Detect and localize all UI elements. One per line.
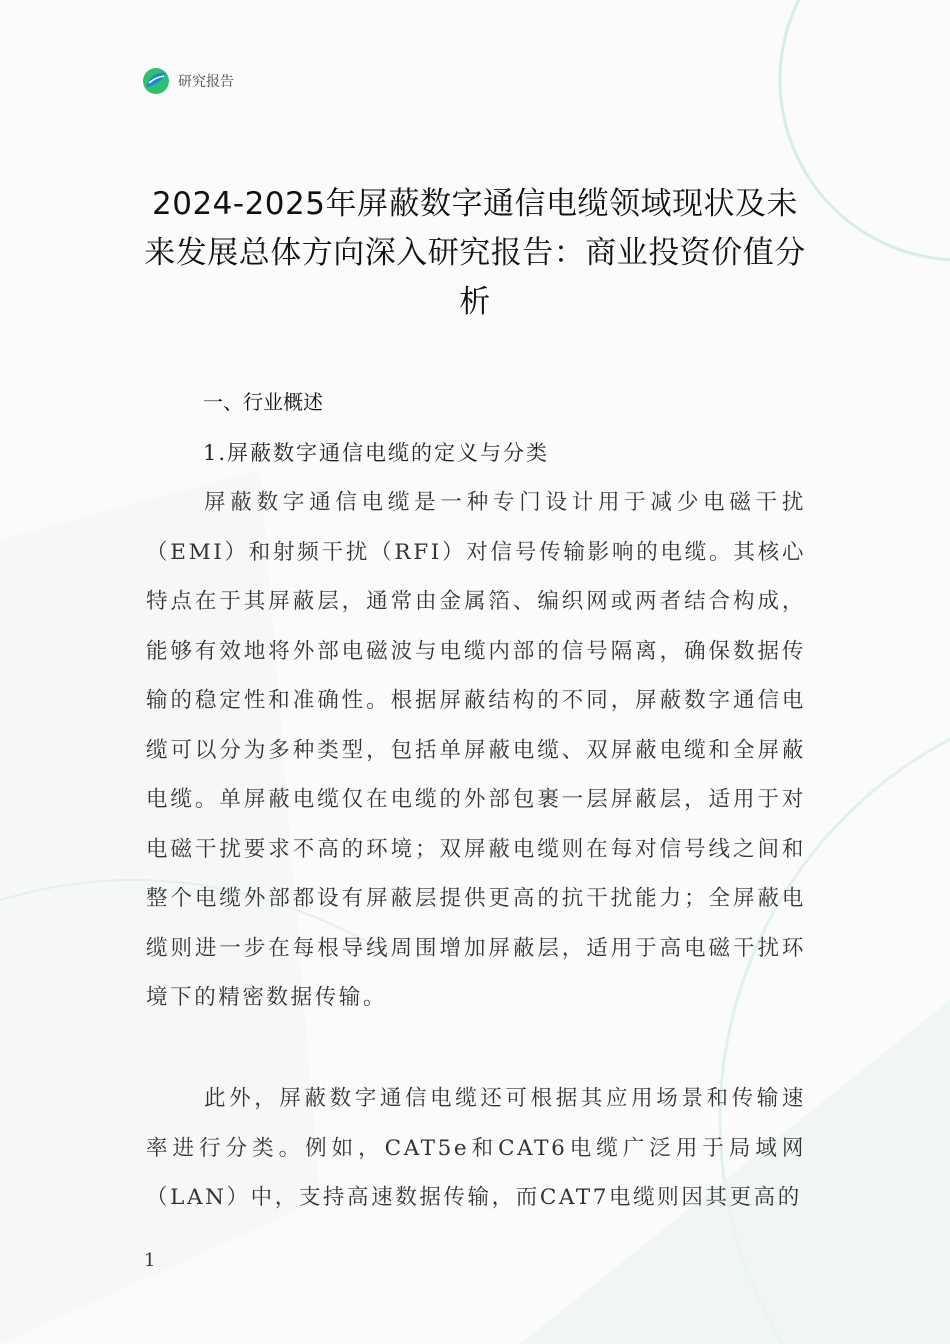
header-label: 研究报告 — [178, 74, 234, 90]
page-number: 1 — [144, 1250, 156, 1271]
subsection-heading: 1.屏蔽数字通信电缆的定义与分类 — [203, 441, 550, 465]
leaf-sphere-logo-icon — [142, 67, 170, 95]
report-header — [142, 66, 234, 96]
section-heading: 一、行业概述 — [203, 390, 323, 414]
body-paragraph: 此外，屏蔽数字通信电缆还可根据其应用场景和传输速率进行分类。例如，CAT5e和CAT6电缆广泛用于局域网（LAN）中，支持高速数据传输，而CAT7电缆则因其更高的 — [146, 1086, 806, 1210]
body-paragraph: 屏蔽数字通信电缆是一种专门设计用于减少电磁干扰（EMI）和射频干扰（RFI）对信号传输影响的电缆。其核心特点在于其屏蔽层，通常由金属箔、编织网或两者结合构成，能够有效地将外部电磁波与电缆内部的信号隔离，确保数据传输的稳定性和准确性。根据屏蔽结构的不同，屏蔽数字通信电缆可以分为多种类型，包括单屏蔽电缆、双屏蔽电缆和全屏蔽电缆。单屏蔽电缆仅在电缆的外部包裹一层屏蔽层，适用于对电磁干扰要求不高的环境；双屏蔽电缆则在每对信号线之间和整个电缆外部都设有屏蔽层提供更高的抗干扰能力；全屏蔽电缆则进一步在每根导线周围增加屏蔽层，适用于高电磁干扰环境下的精密数据传输。 — [146, 490, 806, 1010]
document-title: 2024-2025年屏蔽数字通信电缆领域现状及未来发展总体方向深入研究报告：商业投资价值分析 — [144, 186, 806, 320]
